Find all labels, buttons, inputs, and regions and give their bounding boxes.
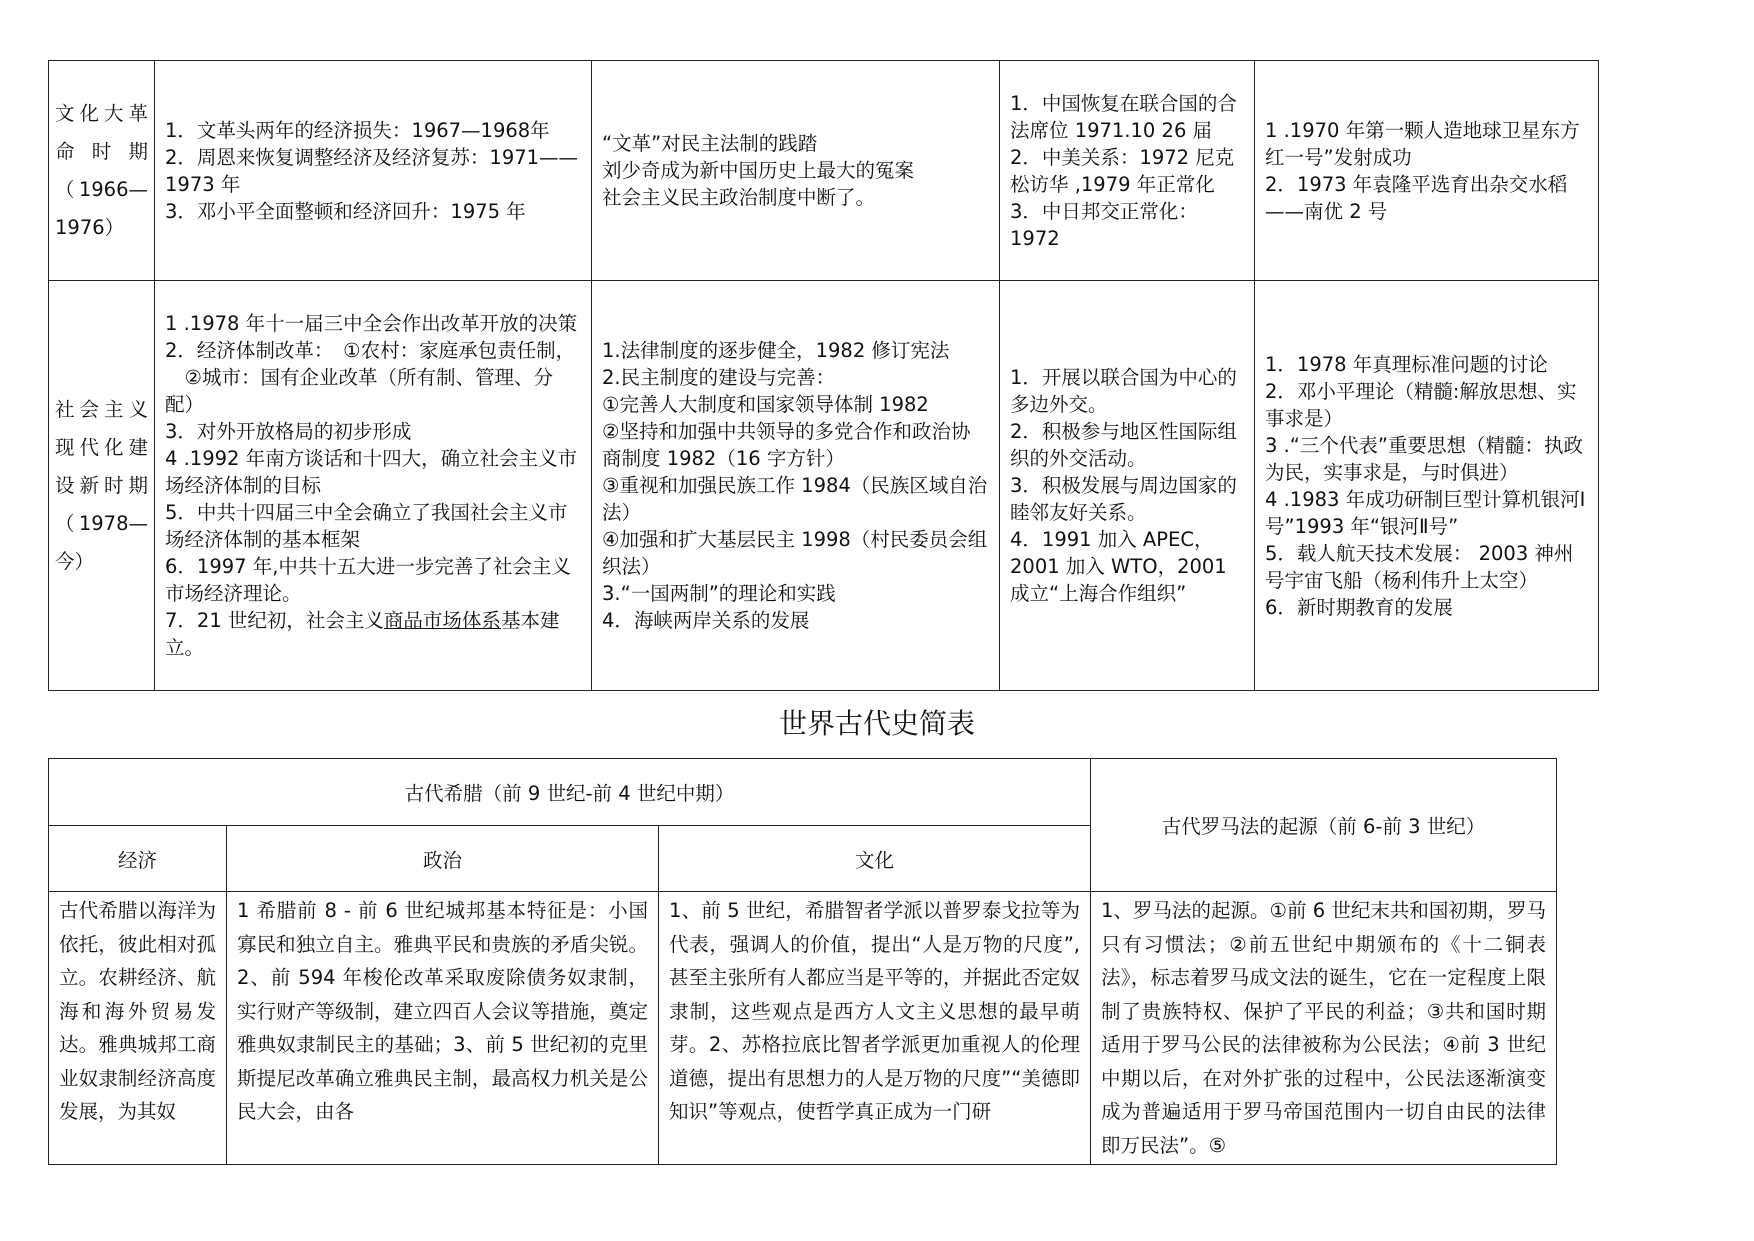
rome-cell: 1、罗马法的起源。①前 6 世纪末共和国初期，罗马只有习惯法；②前五世纪中期颁布的《十二铜表法》，标志着罗马成文法的诞生，它在一定程度上限制了贵族特权、保护了平民的利益；③共和国时期适用于罗马公民的法律被称为公民法；④前 3 世纪中期以后，在对外扩张的过程中，公民法逐渐演变成为普遍适用于罗马帝国范围内一切自由民的法律即万民法”。⑤: [1091, 892, 1557, 1165]
science-cell: 1 .1970 年第一颗人造地球卫星东方红一号”发射成功 2．1973 年袁隆平选育出杂交水稻——南优 2 号: [1255, 61, 1599, 281]
table-row: [49, 61, 1599, 281]
economy-cell: 1 .1978 年十一届三中全会作出改革开放的决策 2．经济体制改革： ①农村：家庭承包责任制， ②城市：国有企业改革（所有制、管理、分配） 3．对外开放格局的初步形成 4 .1992 年南方谈话和十四大，确立社会主义市场经济体制的目标 5．中共十四届三中全会确立了我国社会主义市场经济体制的基本框架 6．1997 年,中共十五大进一步完善了社会主义市场经济理论。 7．21 世纪初，社会主义商品市场体系基本建立。: [155, 281, 592, 691]
rome-header: 古代罗马法的起源（前 6-前 3 世纪）: [1091, 759, 1557, 892]
diplomacy-cell: 1．中国恢复在联合国的合法席位 1971.10 26 届 2．中美关系：1972 尼克松访华 ,1979 年正常化 3．中日邦交正常化：1972: [1000, 61, 1255, 281]
table-row: [49, 281, 1599, 691]
period-cell: 文化大革命时期（1966—1976）: [49, 61, 155, 281]
table-row: [49, 759, 1557, 826]
page-title: 世界古代史简表: [778, 707, 975, 740]
science-cell: 1．1978 年真理标准问题的讨论 2．邓小平理论（精髓:解放思想、实事求是） 3 .“三个代表”重要思想（精髓：执政为民，实事求是，与时俱进） 4 .1983 年成功研制巨型计算机银河Ⅰ号”1993 年“银河Ⅱ号” 5．载人航天技术发展： 2003 神州号宇宙飞船（杨利伟升上太空） 6．新时期教育的发展: [1255, 281, 1599, 691]
period-cell: 社会主义现代化建设新时期（1978—今）: [49, 281, 155, 691]
ancient-world-table: [48, 758, 1557, 1165]
table-row: [49, 892, 1557, 1165]
underlined-term: 商品市场体系: [383, 609, 501, 632]
column-header-culture: 文化: [659, 826, 1091, 892]
economy-cell: 古代希腊以海洋为依托，彼此相对孤立。农耕经济、航海和海外贸易发达。雅典城邦工商业奴隶制经济高度发展，为其奴: [49, 892, 227, 1165]
column-header-politics: 政治: [227, 826, 659, 892]
politics-cell: 1.法律制度的逐步健全，1982 修订宪法 2.民主制度的建设与完善： ①完善人大制度和国家领导体制 1982 ②坚持和加强中共领导的多党合作和政治协商制度 1982（16 字方针） ③重视和加强民族工作 1984（民族区域自治法） ④加强和扩大基层民主 1998（村民委员会组织法） 3.“一国两制”的理论和实践 4．海峡两岸关系的发展: [592, 281, 1000, 691]
modern-china-table: [48, 60, 1599, 691]
politics-cell: 1 希腊前 8 - 前 6 世纪城邦基本特征是：小国寡民和独立自主。雅典平民和贵族的矛盾尖锐。2、前 594 年梭伦改革采取废除债务奴隶制，实行财产等级制，建立四百人会议等措施，奠定雅典奴隶制民主的基础；3、前 5 世纪初的克里斯提尼改革确立雅典民主制，最高权力机关是公民大会，由各: [227, 892, 659, 1165]
greece-header: 古代希腊（前 9 世纪-前 4 世纪中期）: [49, 759, 1091, 826]
economy-cell: 1．文革头两年的经济损失：1967—1968年 2．周恩来恢复调整经济及经济复苏：1971——1973 年 3．邓小平全面整顿和经济回升：1975 年: [155, 61, 592, 281]
culture-cell: 1、前 5 世纪，希腊智者学派以普罗泰戈拉等为代表，强调人的价值，提出“人是万物的尺度”,甚至主张所有人都应当是平等的，并据此否定奴隶制，这些观点是西方人文主义思想的最早萌芽。2、苏格拉底比智者学派更加重视人的伦理道德，提出有思想力的人是万物的尺度”“美德即知识”等观点，使哲学真正成为一门研: [659, 892, 1091, 1165]
column-header-economy: 经济: [49, 826, 227, 892]
diplomacy-cell: 1．开展以联合国为中心的多边外交。 2．积极参与地区性国际组织的外交活动。 3．积极发展与周边国家的睦邻友好关系。 4．1991 加入 APEC，2001 加入 WTO，2001 成立“上海合作组织”: [1000, 281, 1255, 691]
politics-cell: “文革”对民主法制的践踏 刘少奇成为新中国历史上最大的冤案 社会主义民主政治制度中断了。: [592, 61, 1000, 281]
